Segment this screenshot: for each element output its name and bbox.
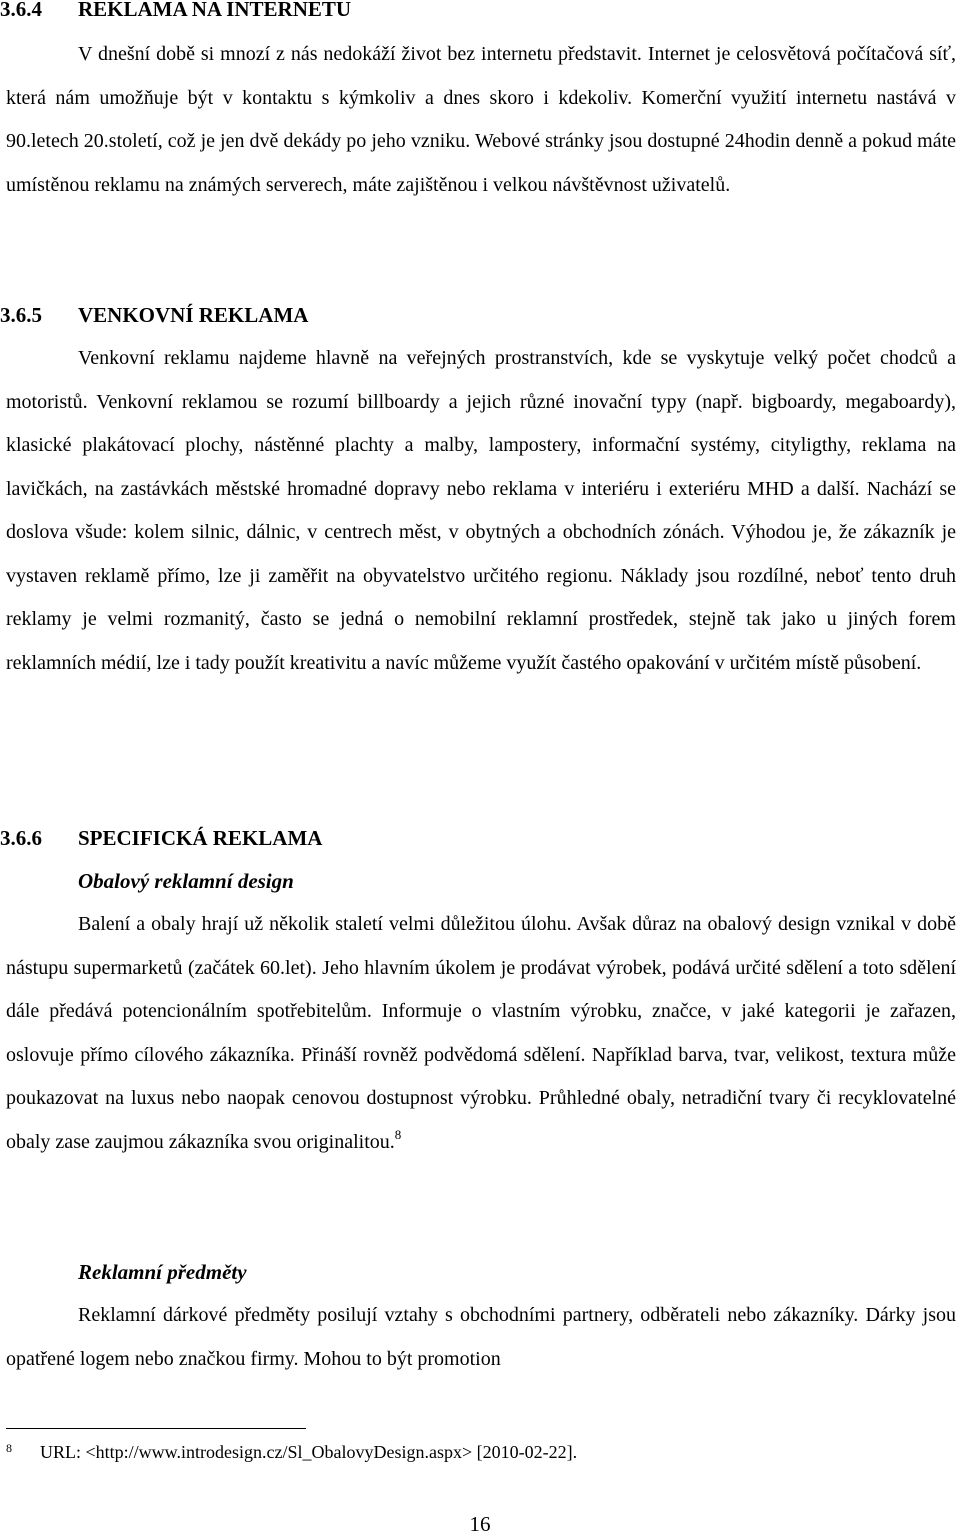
section-number: 3.6.5	[0, 303, 42, 327]
footnote-mark: 8	[6, 1441, 12, 1455]
footnote-reference: 8	[394, 1126, 402, 1142]
footnote-text: URL: <http://www.introdesign.cz/Sl_ObalovyDesign.aspx> [2010-02-22].	[40, 1442, 578, 1462]
paragraph-packaging	[6, 903, 956, 1164]
subsection-title-promo-items: Reklamní předměty	[78, 1260, 247, 1284]
footnote	[6, 1440, 577, 1464]
footnote-divider	[6, 1428, 306, 1429]
subsection-title-packaging: Obalový reklamní design	[78, 869, 294, 893]
paragraph-promo-items: Reklamní dárkové předměty posilují vztahy s obchodními partnery, odběrateli nebo zákazníky. Dárky jsou opatřené logem nebo značkou firmy. Mohou to být promotion	[6, 1304, 956, 1370]
section-heading-internet	[0, 0, 351, 21]
section-title: VENKOVNÍ REKLAMA	[78, 303, 309, 327]
paragraph-internet: V dnešní době si mnozí z nás nedokáží život bez internetu představit. Internet je celosvětová počítačová síť, která nám umožňuje být v kontaktu s kýmkoliv a dnes skoro i kdekoliv. Komerční využití internetu nastává v 90.letech 20.století, což je jen dvě dekády po jeho vzniku. Webové stránky jsou dostupné 24hodin denně a pokud máte umístěnou reklamu na známých serverech, máte zajištěnou i velkou návštěvnost uživatelů.	[6, 43, 956, 196]
section-heading-specific	[0, 826, 322, 850]
section-number: 3.6.6	[0, 826, 42, 850]
page-number: 16	[469, 1512, 491, 1536]
section-number: 3.6.4	[0, 0, 42, 21]
section-heading-outdoor	[0, 303, 308, 327]
section-title: REKLAMA NA INTERNETU	[78, 0, 352, 21]
section-title: SPECIFICKÁ REKLAMA	[78, 826, 323, 850]
paragraph-outdoor: Venkovní reklamu najdeme hlavně na veřejných prostranstvích, kde se vyskytuje velký počet chodců a motoristů. Venkovní reklamou se rozumí billboardy a jejich různé inovační typy (např. bigboardy, megaboardy), klasické plakátovací plochy, nástěnné plachty a malby, lampostery, informační systémy, cityligthy, reklama na lavičkách, na zastávkách městské hromadné dopravy nebo reklama v interiéru i exteriéru MHD a další. Nachází se doslova všude: kolem silnic, dálnic, v centrech měst, v obytných a obchodních zónách. Výhodou je, že zákazník je vystaven reklamě přímo, lze ji zaměřit na obyvatelstvo určitého regionu. Náklady jsou rozdílné, neboť tento druh reklamy je velmi rozmanitý, často se jedná o nemobilní reklamní prostředek, stejně tak jako u jiných forem reklamních médií, lze i tady použít kreativitu a navíc můžeme využít častého opakování v určitém místě působení.	[6, 347, 956, 674]
paragraph-text: Balení a obaly hrají už několik staletí velmi důležitou úlohu. Avšak důraz na obalový design vznikal v době nástupu supermarketů (začátek 60.let). Jeho hlavním úkolem je prodávat výrobek, podává určité sdělení a toto sdělení dále předává potencionálním spotřebitelům. Informuje o vlastním výrobku, značce, v jaké kategorii je zařazen, oslovuje přímo cílového zákazníka. Přináší rovněž podvědomá sdělení. Například barva, tvar, velikost, textura může poukazovat na luxus nebo naopak cenovou dostupnost výrobku. Průhledné obaly, netradiční tvary či recyklovatelné obaly zase zaujmou zákazníka svou originalitou.	[6, 913, 956, 1153]
